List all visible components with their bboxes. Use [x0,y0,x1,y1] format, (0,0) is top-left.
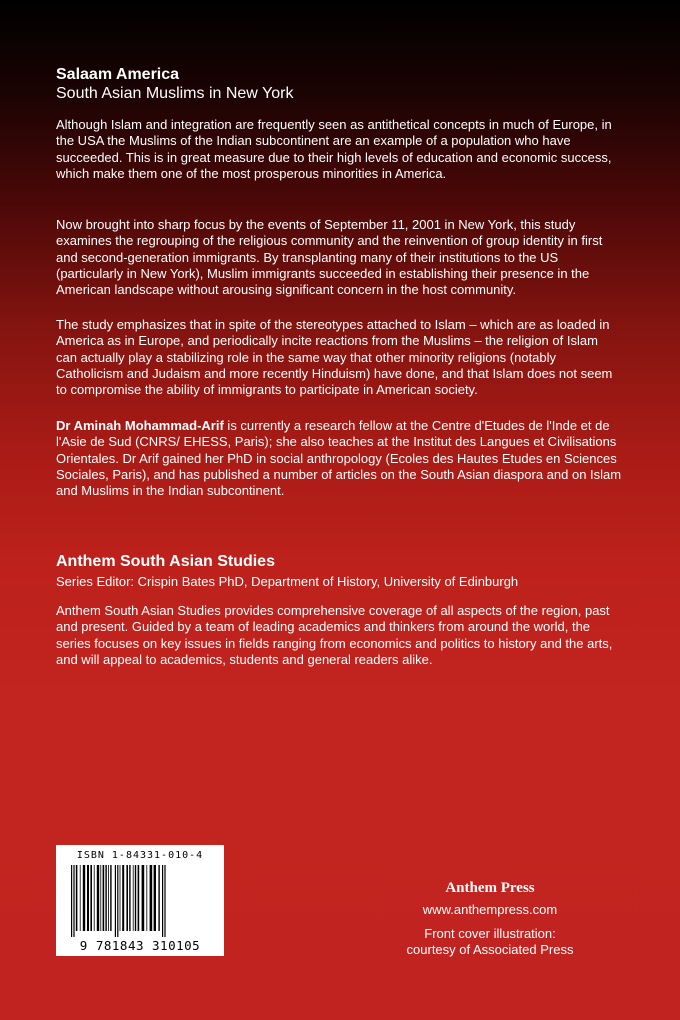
barcode-bar [135,865,136,931]
book-title: Salaam America [56,66,180,83]
cover-credit-line-2: courtesy of Associated Press [406,942,574,957]
barcode-bar [108,865,109,931]
cover-credit-line-1: Front cover illustration: [424,926,556,941]
blurb-paragraph-2 [56,217,622,298]
barcode-bar [138,865,140,931]
barcode-bar [129,865,130,931]
series-description [56,603,622,668]
barcode-bar [97,865,99,931]
publisher-name: Anthem Press [445,880,535,896]
barcode-bar [150,865,153,931]
blurb-paragraph-3 [56,317,622,398]
barcode-bar [154,865,156,931]
author-bio-text [56,418,622,499]
author-name: Dr Aminah Mohammad-Arif [56,418,224,433]
series-description-text: Anthem South Asian Studies provides comprehensive coverage of all aspects of the region, past and present. Guided by a team of leading academics and thinkers from around the world, the series focuses on key issues in fields ranging from economics and politics to history and the arts, and will appeal to academics, students and general readers alike. [56,603,613,667]
barcode-bar [73,865,74,937]
isbn-label: ISBN 1-84331-010-4 [76,850,204,861]
barcode-bar [120,865,121,931]
barcode-bar [158,865,159,931]
barcode-bar [133,865,134,931]
barcode-bars [69,865,211,937]
barcode-bar [76,865,78,931]
barcode-bar [126,865,128,931]
barcode-bar [71,865,72,937]
barcode-bar [115,865,116,937]
book-subtitle: South Asian Muslims in New York [56,85,294,102]
barcode-bar [117,865,118,937]
barcode-bar [146,865,147,931]
author-bio-body: is currently a research fellow at the Centre d'Etudes de l'Inde et de l'Asie de Sud (CNRS/ EHESS, Paris); she also teaches at the Institut des Langues et Civilisations Orientales. Dr Arif gained her PhD in social anthropology (Ecoles des Hautes Etudes en Sciences Sociales, Paris), and has published a number of articles on the South Asian diaspora and on Islam and Muslims in the Indian subcontinent. [56,418,622,499]
author-bio [56,418,622,499]
barcode [56,845,224,956]
blurb-text-2: Now brought into sharp focus by the events of September 11, 2001 in New York, this study examines the regrouping of the religious community and the reinvention of group identity in first and second-generation immigrants. By transplanting many of their institutions to the US (particularly in New York), Muslim immigrants succeeded in establishing their presence in the American landscape without arousing significant concern in the host community. [56,217,603,298]
barcode-bar [142,865,145,931]
series-title: Anthem South Asian Studies [56,553,275,570]
barcode-bar [87,865,89,931]
blurb-text-1: Although Islam and integration are frequently seen as antithetical concepts in much of Europe, in the USA the Muslims of the Indian subcontinent are an example of a population who have succeeded. This is in great measure due to their high levels of education and economic success, which make them one of the most prosperous minorities in America. [56,117,612,181]
barcode-bar [80,865,81,931]
barcode-bar [94,865,95,931]
barcode-bar [100,865,101,931]
barcode-bar [90,865,92,931]
publisher-url[interactable]: www.anthempress.com [422,902,558,917]
barcode-bar [103,865,105,931]
barcode-bar [122,865,124,931]
barcode-bar [105,865,106,931]
ean-digits: 9 781843 310105 [79,938,201,953]
blurb-paragraph-1 [56,117,622,182]
barcode-bar [83,865,85,931]
blurb-text-3: The study emphasizes that in spite of the stereotypes attached to Islam – which are as loaded in America as in Europe, and periodically incite reactions from the Muslims – the religion of Islam can actually play a stabilizing role in the same way that other minority religions (notably Catholicism and Judaism and more recently Hinduism) have done, and that Islam does not seem to compromise the ability of immigrants to participate in American society. [56,317,613,398]
barcode-bar [164,865,165,937]
series-editor: Series Editor: Crispin Bates PhD, Department of History, University of Edinburgh [56,574,519,589]
barcode-bar [162,865,163,937]
barcode-bar [110,865,111,931]
